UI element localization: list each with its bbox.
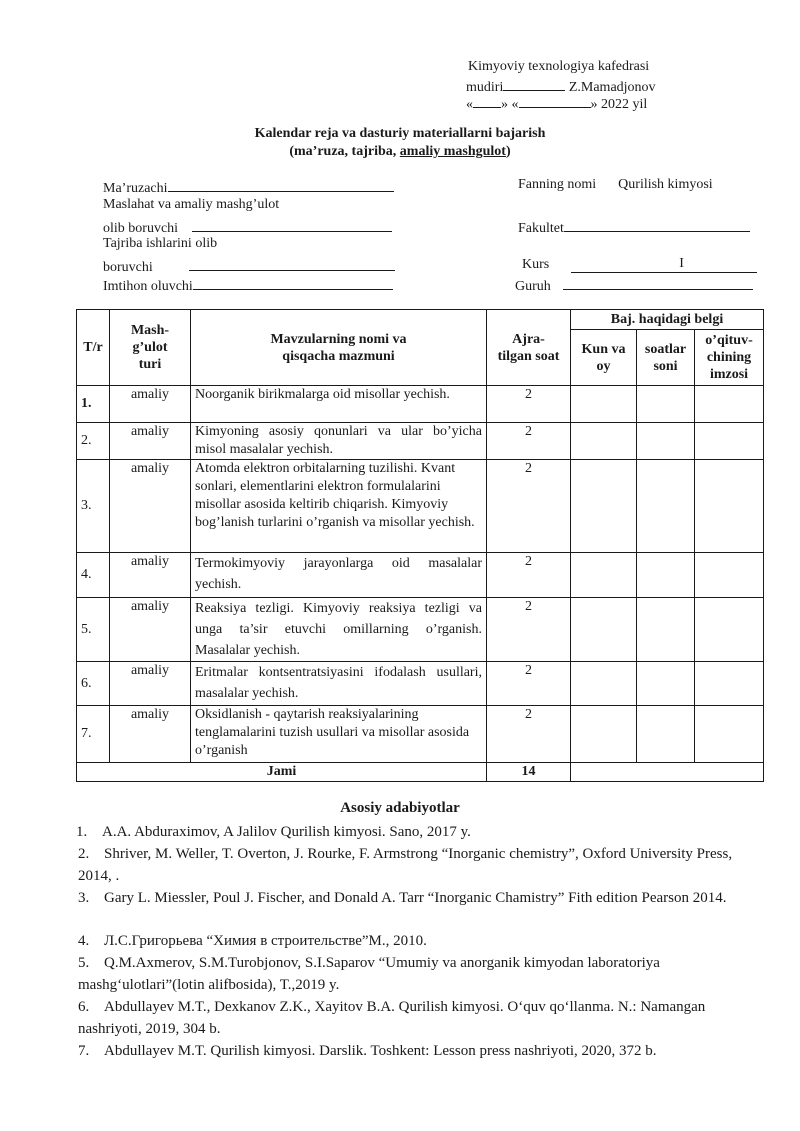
row-type: amaliy [110, 386, 191, 423]
row-hours-count-cell [637, 598, 695, 662]
subject-value: Qurilish kimyosi [618, 177, 713, 192]
header-hours-count: soatlar soni [637, 330, 695, 386]
row-type: amaliy [110, 423, 191, 460]
literature-item-number: 5. [78, 955, 90, 971]
practice-row [103, 217, 392, 237]
group-blank [563, 275, 753, 290]
subtitle-prefix: (ma’ruza, tajriba, [289, 144, 400, 159]
row-topic: Termokimyoviy jarayonlarga oid masalalar yechish. [191, 553, 487, 598]
row-hours: 2 [487, 598, 571, 662]
course-row [522, 256, 757, 273]
day-blank [473, 93, 501, 108]
row-type: amaliy [110, 662, 191, 706]
lab-blank [189, 256, 395, 271]
header-tr: T/r [77, 310, 110, 386]
row-number: 2. [77, 423, 110, 460]
examiner-row [103, 275, 393, 295]
header-signature: o’qituv-chining imzosi [695, 330, 764, 386]
faculty-blank [564, 217, 750, 232]
course-blank [571, 256, 757, 273]
row-hours: 2 [487, 553, 571, 598]
literature-item-number: 2. [78, 846, 90, 862]
row-hours: 2 [487, 706, 571, 763]
date-line: « » « » 2022 yil [466, 93, 647, 114]
row-type: amaliy [110, 460, 191, 553]
row-hours: 2 [487, 423, 571, 460]
subject-label: Fanning nomi [518, 177, 597, 192]
practice-blank [192, 217, 392, 232]
row-topic: Eritmalar kontsentratsiyasini ifodalash usullari, masalalar yechish. [191, 662, 487, 706]
row-hours-count-cell [637, 460, 695, 553]
literature-item [78, 930, 750, 952]
row-date-cell [571, 662, 637, 706]
literature-item-text: Q.M.Axmerov, S.M.Turobjonov, S.I.Saparov “Umumiy va anorganik kimyodan laboratoriya mashg‘ulotlari”(lotin alifbosida), T.,2019 y. [78, 955, 660, 993]
row-number: 5. [77, 598, 110, 662]
group-label: Guruh [515, 279, 551, 294]
row-signature-cell [695, 423, 764, 460]
literature-item-text: Gary L. Miessler, Poul J. Fischer, and Donald A. Tarr “Inorganic Chamistry” Fith edition Pearson 2014. [104, 890, 727, 906]
row-hours-count-cell [637, 423, 695, 460]
practice-label-line2: olib boruvchi [103, 221, 179, 236]
row-topic: Kimyoning asosiy qonunlari va ular bo’yicha misol masalalar yechish. [191, 423, 487, 460]
row-date-cell [571, 423, 637, 460]
row-number: 1. [77, 386, 110, 423]
table-row [77, 460, 764, 553]
row-hours: 2 [487, 460, 571, 553]
subject-row [518, 177, 713, 193]
table-row [77, 553, 764, 598]
practice-label-line1: Maslahat va amaliy mashg’ulot [103, 197, 280, 212]
row-signature-cell [695, 598, 764, 662]
total-hours: 14 [487, 763, 571, 782]
row-signature-cell [695, 386, 764, 423]
department-line: Kimyoviy texnologiya kafedrasi [468, 59, 650, 74]
subtitle-underlined: amaliy mashgulot [399, 144, 506, 159]
row-type: amaliy [110, 598, 191, 662]
faculty-row [518, 217, 750, 237]
total-label: Jami [77, 763, 487, 782]
lab-label-line2: boruvchi [103, 260, 153, 275]
row-type: amaliy [110, 553, 191, 598]
table-row [77, 423, 764, 460]
literature-item-text: A.A. Abduraximov, A Jalilov Qurilish kimyosi. Sano, 2017 y. [102, 824, 471, 840]
row-hours: 2 [487, 386, 571, 423]
lab-row [103, 256, 395, 276]
row-date-cell [571, 706, 637, 763]
row-type: amaliy [110, 706, 191, 763]
faculty-label: Fakultet [518, 221, 564, 236]
lecturer-row [103, 177, 394, 197]
table-row [77, 662, 764, 706]
header-completion: Baj. haqidagi belgi [571, 310, 764, 330]
group-row [515, 275, 753, 295]
lecturer-blank [168, 177, 394, 192]
row-number: 4. [77, 553, 110, 598]
row-signature-cell [695, 553, 764, 598]
lab-label-line1: Tajriba ishlarini olib [103, 236, 218, 251]
literature-item-number: 1. [76, 824, 88, 840]
literature-item [78, 887, 750, 909]
header-topic: Mavzularning nomi va qisqacha mazmuni [191, 310, 487, 386]
literature-item [76, 821, 748, 843]
row-date-cell [571, 598, 637, 662]
header-type: Mash-g’ulot turi [110, 310, 191, 386]
row-topic: Atomda elektron orbitalarning tuzilishi. Kvant sonlari, elementlarini elektron formulalarini misollar asosida keltirib chiqarish. Kimyoviy bog’lanish turlarini o’rganish va misollar yechish. [191, 460, 487, 553]
row-signature-cell [695, 460, 764, 553]
document-subtitle [0, 144, 800, 160]
subtitle-suffix: ) [505, 144, 511, 159]
table-row [77, 706, 764, 763]
head-name: Z.Mamadjonov [568, 80, 656, 95]
literature-item [78, 843, 750, 887]
row-hours-count-cell [637, 662, 695, 706]
year-text: » 2022 yil [590, 97, 648, 112]
literature-item-text: Abdullayev M.T., Dexkanov Z.K., Xayitov B.A. Qurilish kimyosi. O‘quv qo‘llanma. N.: Namangan nashriyoti, 2019, 304 b. [78, 999, 706, 1037]
literature-item [78, 952, 750, 996]
row-hours-count-cell [637, 706, 695, 763]
course-label: Kurs [522, 257, 550, 272]
table-row [77, 598, 764, 662]
literature-item-number: 6. [78, 999, 90, 1015]
examiner-blank [193, 275, 393, 290]
literature-item-text: Л.С.Григорьева “Химия в строительстве”М., 2010. [104, 933, 427, 949]
header-hours: Ajra-tilgan soat [487, 310, 571, 386]
literature-item [78, 996, 750, 1040]
row-date-cell [571, 386, 637, 423]
row-topic: Oksidlanish - qaytarish reaksiyalarining tenglamalarini tuzish usullari va misollar asosida o’rganish [191, 706, 487, 763]
literature-title: Asosiy adabiyotlar [340, 800, 460, 816]
row-topic: Reaksiya tezligi. Kimyoviy reaksiya tezligi va unga ta’sir etuvchi omillarning o’rganish. Masalalar yechish. [191, 598, 487, 662]
row-number: 7. [77, 706, 110, 763]
literature-item-text: Shriver, M. Weller, T. Overton, J. Rourke, F. Armstrong “Inorganic chemistry”, Oxford University Press, 2014, . [78, 846, 733, 884]
lecturer-label: Ma’ruzachi [103, 181, 168, 196]
row-date-cell [571, 553, 637, 598]
row-topic: Noorganik birikmalarga oid misollar yechish. [191, 386, 487, 423]
total-row [77, 763, 764, 782]
month-blank [519, 93, 591, 108]
literature-item-number: 3. [78, 890, 90, 906]
literature-item-text: Abdullayev M.T. Qurilish kimyosi. Darslik. Toshkent: Lesson press nashriyoti, 2020, 372 b. [104, 1043, 657, 1059]
table-row [77, 386, 764, 423]
literature-item-number: 7. [78, 1043, 90, 1059]
head-label: mudiri [466, 80, 504, 95]
document-title: Kalendar reja va dasturiy materiallarni bajarish [254, 126, 546, 141]
header-date: Kun va oy [571, 330, 637, 386]
literature-item-number: 4. [78, 933, 90, 949]
row-number: 6. [77, 662, 110, 706]
literature-item [78, 1040, 750, 1062]
row-date-cell [571, 460, 637, 553]
row-hours-count-cell [637, 553, 695, 598]
row-hours-count-cell [637, 386, 695, 423]
examiner-label: Imtihon oluvchi [103, 279, 193, 294]
row-signature-cell [695, 706, 764, 763]
course-value: I [679, 256, 684, 271]
row-hours: 2 [487, 662, 571, 706]
row-number: 3. [77, 460, 110, 553]
total-empty-cell [571, 763, 764, 782]
schedule-table [76, 309, 764, 782]
row-signature-cell [695, 662, 764, 706]
signature-blank [503, 76, 565, 91]
header-row-top [77, 310, 764, 330]
